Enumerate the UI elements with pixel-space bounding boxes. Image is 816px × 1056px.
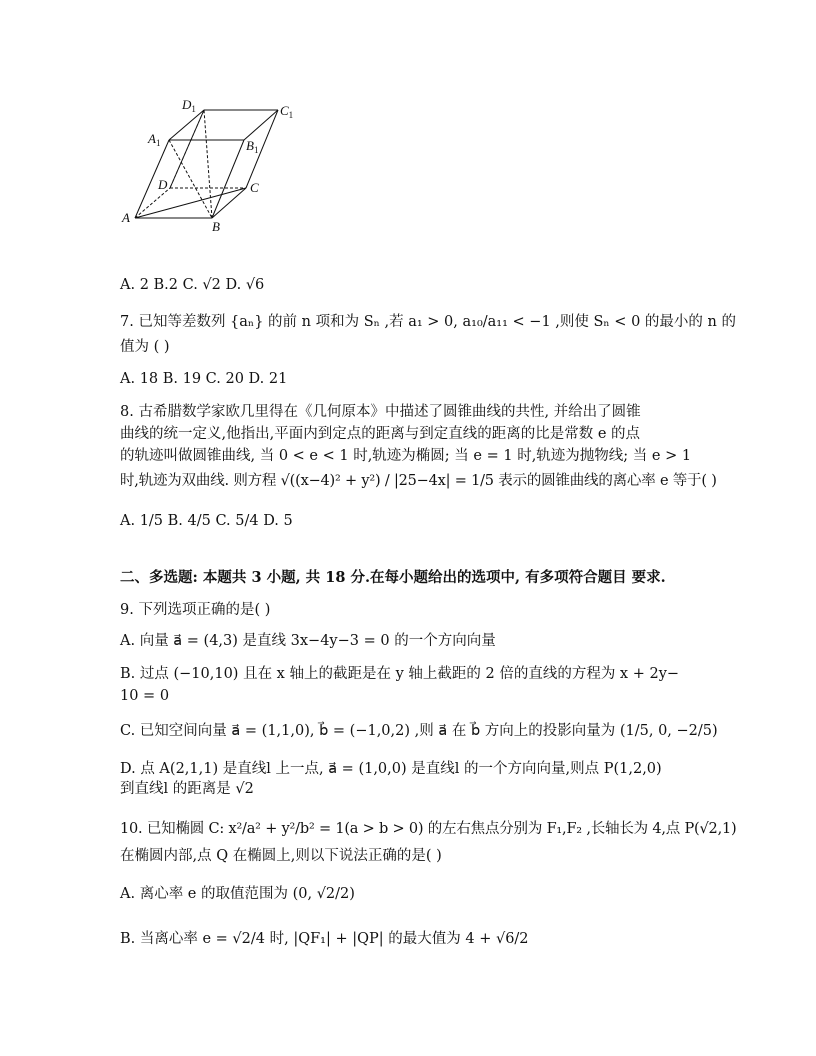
q9-option-b-line1: B. 过点 (−10,10) 且在 x 轴上的截距是在 y 轴上截距的 2 倍的直线的方程为 x + 2y− (120, 666, 680, 682)
q10-stem-line2: 在椭圆内部,点 Q 在椭圆上,则以下说法正确的是( ) (120, 848, 442, 864)
section-heading: 二、多选题: 本题共 3 小题, 共 18 分.在每小题给出的选项中, 有多项符合题目 要求. (120, 569, 666, 586)
label-b1: $B_1$ (246, 138, 259, 155)
q7-stem-line1: 7. 已知等差数列 {aₙ} 的前 n 项和为 Sₙ ,若 a₁ > 0, a₁₀/a₁₁ < −1 ,则使 Sₙ < 0 的最小的 n 的 (120, 314, 736, 330)
q9-option-b-line2: 10 = 0 (120, 688, 170, 704)
q8-stem-line3: 的轨迹叫做圆锥曲线, 当 0 < e < 1 时,轨迹为椭圆; 当 e = 1 时,轨迹为抛物线; 当 e > 1 (120, 448, 692, 464)
q8-stem-line1: 8. 古希腊数学家欧几里得在《几何原本》中描述了圆锥曲线的共性, 并给出了圆锥 (120, 404, 641, 420)
q8-stem-line4: 时,轨迹为双曲线. 则方程 √((x−4)² + y²) / |25−4x| = 1/5 表示的圆锥曲线的离心率 e 等于( ) (120, 473, 717, 489)
q8-stem-line2: 曲线的统一定义,他指出,平面内到定点的距离与到定直线的距离的比是常数 e 的点 (120, 426, 641, 442)
label-d1: $D_1$ (182, 97, 196, 114)
parallelepiped-figure (120, 95, 305, 235)
q8-options: A. 1/5 B. 4/5 C. 5/4 D. 5 (120, 513, 293, 529)
q9-option-c: C. 已知空间向量 a⃗ = (1,1,0), b⃗ = (−1,0,2) ,则 a⃗ 在 b⃗ 方向上的投影向量为 (1/5, 0, −2/5) (120, 723, 718, 739)
label-a1: $A_1$ (148, 131, 161, 148)
edge-c1-b1 (244, 110, 278, 140)
q9-option-a: A. 向量 a⃗ = (4,3) 是直线 3x−4y−3 = 0 的一个方向向量 (120, 633, 496, 649)
label-c1: $C_1$ (280, 103, 294, 120)
q10-option-a: A. 离心率 e 的取值范围为 (0, √2/2) (120, 886, 355, 902)
q7-stem-line2: 值为 ( ) (120, 339, 170, 355)
segment-b-d1 (204, 110, 212, 218)
label-a: A (122, 210, 130, 225)
q10-stem-line1: 10. 已知椭圆 C: x²/a² + y²/b² = 1(a > b > 0) 的左右焦点分别为 F₁,F₂ ,长轴长为 4,点 P(√2,1) (120, 821, 737, 837)
q7-options: A. 18 B. 19 C. 20 D. 21 (120, 371, 288, 387)
q9-stem: 9. 下列选项正确的是( ) (120, 602, 271, 618)
q9-option-d-line2: 到直线l 的距离是 √2 (120, 781, 254, 797)
edge-b-b1 (212, 140, 244, 218)
label-d: D (158, 177, 168, 192)
edge-a1-d1 (169, 110, 204, 140)
segment-d1-b-cross (170, 110, 204, 188)
label-b: B (212, 219, 220, 234)
segment-a1-b (169, 140, 212, 218)
q9-option-d-line1: D. 点 A(2,1,1) 是直线l 上一点, a⃗ = (1,0,0) 是直线l 的一个方向向量,则点 P(1,2,0) (120, 761, 662, 777)
q6-options: A. 2 B.2 C. √2 D. √6 (120, 277, 265, 293)
label-c: C (250, 180, 259, 195)
q10-option-b: B. 当离心率 e = √2/4 时, |QF₁| + |QP| 的最大值为 4 + √6/2 (120, 931, 529, 947)
